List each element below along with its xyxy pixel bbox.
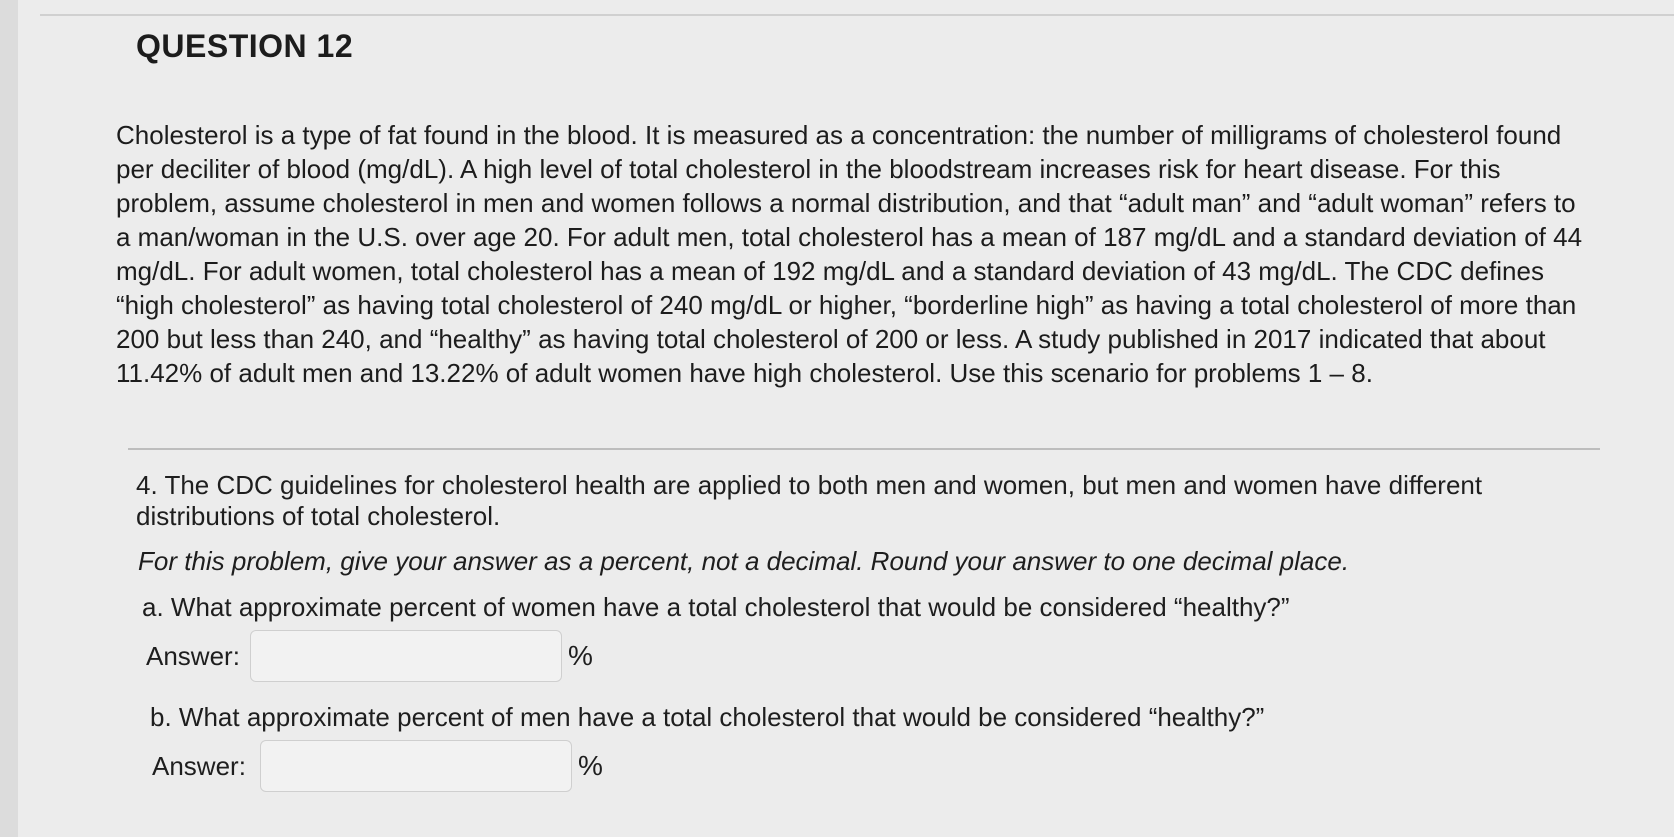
scenario-divider bbox=[128, 448, 1600, 450]
part-b-percent-unit: % bbox=[578, 750, 603, 781]
part-a-answer-row bbox=[146, 630, 593, 682]
part-b-prompt: b. What approximate percent of men have a total cholesterol that would be considered “healthy?” bbox=[150, 702, 1265, 732]
part-b-answer-label: Answer: bbox=[152, 750, 246, 781]
part-b-answer-row bbox=[152, 740, 603, 792]
part-b-answer-input[interactable] bbox=[260, 740, 572, 792]
scenario-text: Cholesterol is a type of fat found in the blood. It is measured as a concentration: the number of milligrams of cholesterol found per deciliter of blood (mg/dL). A high level of total cholesterol in the bloodstream increases risk for heart disease. For this problem, assume cholesterol in men and women follows a normal distribution, and that “adult man” and “adult woman” refers to a man/woman in the U.S. over age 20. For adult men, total cholesterol has a mean of 187 mg/dL and a standard deviation of 44 mg/dL. For adult women, total cholesterol has a mean of 192 mg/dL and a standard deviation of 43 mg/dL. The CDC defines “high cholesterol” as having total cholesterol of 240 mg/dL or higher, “borderline high” as having a total cholesterol of more than 200 but less than 240, and “healthy” as having total cholesterol of 200 or less. A study published in 2017 indicated that about 11.42% of adult men and 13.22% of adult women have high cholesterol. Use this scenario for problems 1 – 8. bbox=[116, 120, 1583, 388]
part-a-prompt: a. What approximate percent of women have a total cholesterol that would be considered “healthy?” bbox=[142, 592, 1290, 622]
question-title: QUESTION 12 bbox=[136, 28, 354, 64]
instructions-text: For this problem, give your answer as a percent, not a decimal. Round your answer to one decimal place. bbox=[138, 546, 1350, 576]
part-a-percent-unit: % bbox=[568, 640, 593, 671]
part-a-answer-input[interactable] bbox=[250, 630, 562, 682]
page-left-edge bbox=[0, 0, 18, 837]
problem-text: 4. The CDC guidelines for cholesterol health are applied to both men and women, but men and women have different distributions of total cholesterol. bbox=[136, 470, 1483, 531]
part-a-answer-label: Answer: bbox=[146, 640, 240, 671]
top-divider bbox=[40, 14, 1674, 16]
